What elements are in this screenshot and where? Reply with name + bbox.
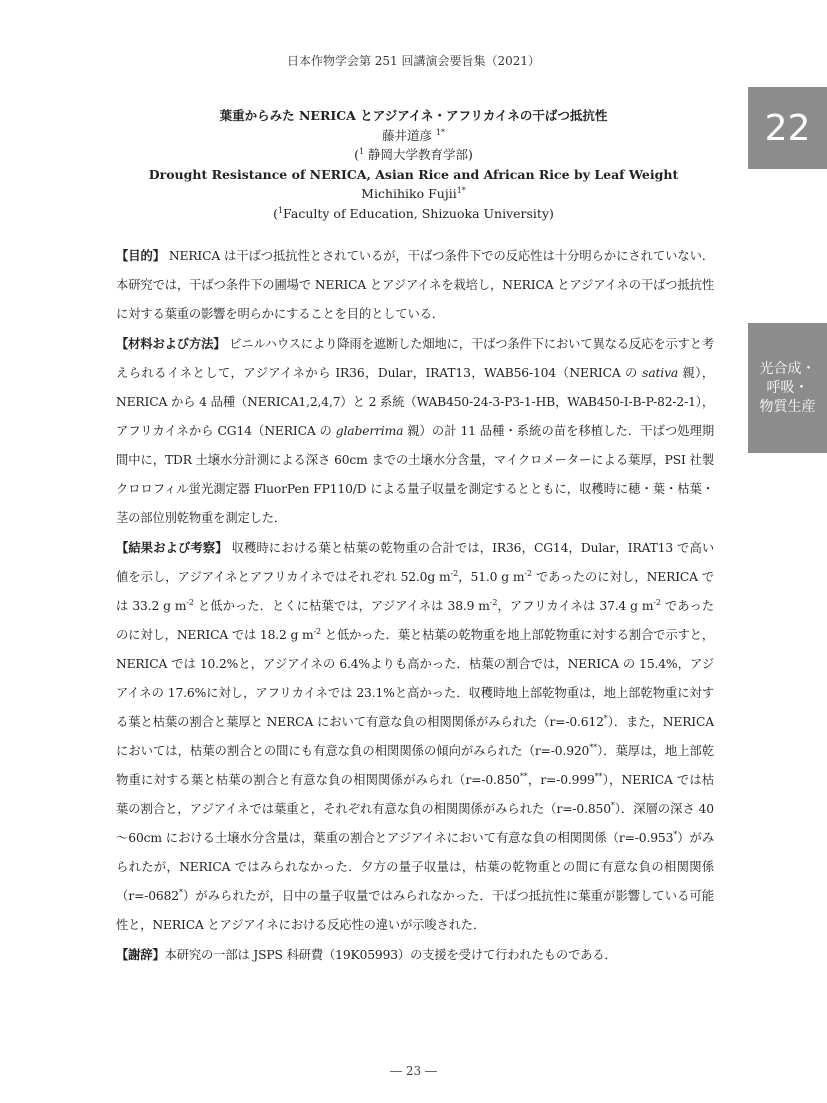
sup: -2 [524, 568, 532, 578]
author-name-ja: 藤井道彦 [381, 127, 432, 143]
results-text: ）がみられたが，日中の量子収量ではみられなかった．干ばつ抵抗性に葉重が影響している可能性と，NERICA とアジアイネにおける反応性の違いが示唆された． [116, 889, 714, 932]
category-line-1: 光合成・ [759, 360, 816, 377]
affiliation-ja-text: 静岡大学教育学部 [368, 147, 469, 163]
sup: -2 [313, 626, 321, 636]
sup: * [673, 829, 678, 839]
author-en-marker: 1* [456, 186, 466, 196]
ack-heading: 【謝辞】 [116, 947, 165, 962]
page-number: ― 23 ― [390, 1064, 437, 1078]
sup: -2 [186, 597, 194, 607]
category-line-2: 呼吸・ [766, 379, 809, 396]
results-text: 収穫時における葉と枯葉の乾物重の合計では，IR36，CG14，Dular，IRAT13 で高い値を示し，アジアイネとアフリカイネではそれぞれ 52.0g m [116, 541, 714, 584]
sup: -2 [450, 568, 459, 578]
methods-text-3: 親）の計 11 品種・系統の苗を移植した．干ばつ処理期間中に，TDR 土壌水分計測による深さ 60cm までの土壌水分含量，マイクロメーターによる葉厚，PSI 社製クロロフィル蛍光測定器 FluorPen FP110/D による量子収量を測定するとともに，収穫時に穂・葉・枯葉・茎の部位別乾物重を測定した． [116, 424, 714, 525]
results-text: であったのに対し，NERICA では 33.2 g m [116, 570, 714, 613]
abstract-body [116, 241, 714, 970]
methods-text-2: 親），NERICA から 4 品種（NERICA1,2,4,7）と 2 系統（WAB450-24-3-P3-1-HB，WAB450-I-B-P-82-2-1），アフリカイネから CG14（NERICA の [116, 366, 714, 438]
section-purpose [116, 241, 714, 329]
methods-heading: 【材料および方法】 [116, 336, 226, 351]
section-acknowledgement [116, 940, 714, 970]
affiliation-ja-marker: 1 [358, 147, 365, 157]
methods-sativa: sativa [642, 366, 679, 380]
category-line-3: 物質生産 [759, 398, 816, 415]
ack-text: 本研究の一部は JSPS 科研費（19K05993）の支援を受けて行われたものである． [164, 948, 617, 962]
purpose-heading: 【目的】 [116, 248, 166, 263]
affiliation-japanese: ($^1$ 静岡大学教育学部) [354, 147, 473, 163]
results-text: ）．葉厚は，地上部乾物重に対する葉と枯葉の割合と有意な負の相関関係がみられ（r=-0.850 [116, 744, 714, 787]
section-results [116, 533, 714, 940]
sup: ** [519, 771, 528, 781]
affiliation-english: ($^1$Faculty of Education, Shizuoka University) [273, 205, 554, 221]
sup: -2 [653, 597, 661, 607]
author-name-en: Michihiko Fujii [361, 186, 457, 202]
results-heading: 【結果および考察】 [116, 540, 228, 555]
methods-text-1: ビニルハウスにより降雨を遮断した畑地に，干ばつ条件下において異なる反応を示すと考えられるイネとして，アジアイネから IR36，Dular，IRAT13，WAB56-104（NERICA の [116, 337, 714, 380]
affiliation-en-marker: 1 [277, 205, 284, 215]
results-text: であったのに対し，NERICA では 18.2 g m [116, 599, 714, 642]
sup: ** [594, 771, 603, 781]
results-text: ）．深層の深さ 40～60cm における土壌水分含量は，葉重の割合とアジアイネにおいて有意な負の相関関係（r=-0.953 [116, 802, 714, 845]
abstract-number-tab: 22 [748, 87, 827, 169]
results-text: ），NERICA では枯葉の割合と，アジアイネでは葉重と，それぞれ有意な負の相関関係がみられた（r=-0.850 [116, 773, 714, 816]
sup: ** [589, 742, 597, 752]
section-methods [116, 329, 714, 533]
proceedings-header: 日本作物学会第 251 回講演会要旨集（2021） [286, 54, 541, 68]
title-block [110, 106, 717, 224]
methods-glaberrima: glaberrima [335, 424, 404, 438]
sup: * [603, 713, 608, 723]
purpose-text: NERICA は干ばつ抵抗性とされているが，干ばつ条件下での反応性は十分明らかにされていない．本研究では，干ばつ条件下の圃場で NERICA とアジアイネを栽培し，NERICA とアジアイネの干ばつ抵抗性に対する葉重の影響を明らかにすることを目的としている． [116, 249, 714, 321]
title-english: Drought Resistance of NERICA, Asian Rice and African Rice by Leaf Weight [148, 166, 679, 182]
results-text: ）．また，NERICA においては，枯葉の割合との間にも有意な負の相関関係の傾向がみられた（r=-0.920 [116, 715, 714, 758]
results-text: と低かった．葉と枯葉の乾物重を地上部乾物重に対する割合で示すと，NERICA では 10.2%と，アジアイネの 6.4%よりも高かった．枯葉の割合では，NERICA の 15.4%，アジアイネの 17.6%に対し，アフリカイネでは 23.1%と高かった．収穫時地上部乾物重は，地上部乾物重に対する葉と枯葉の割合と葉厚と NERCA において有意な負の相関関係がみられた（r=-0.612 [116, 628, 714, 729]
results-text: ，r=-0.999 [527, 773, 595, 787]
sup: * [178, 887, 183, 897]
title-japanese: 葉重からみた NERICA とアジアイネ・アフリカイネの干ばつ抵抗性 [219, 108, 608, 123]
sup: * [610, 800, 615, 810]
author-english [110, 184, 717, 204]
results-text: ）がみられたが，NERICA ではみられなかった．夕方の量子収量は，枯葉の乾物重との間に有意な負の相関関係（r=-0682 [116, 831, 714, 903]
affiliation-en-text: Faculty of Education, Shizuoka University [283, 205, 550, 221]
author-ja-marker: 1* [435, 127, 446, 137]
results-text: ，アフリカイネは 37.4 g m [497, 599, 654, 613]
results-text: と低かった．とくに枯葉では，アジアイネは 38.9 m [193, 599, 490, 613]
sup: -2 [489, 597, 498, 607]
results-text: ，51.0 g m [458, 570, 525, 584]
author-japanese [110, 126, 717, 146]
category-tab [748, 323, 827, 453]
